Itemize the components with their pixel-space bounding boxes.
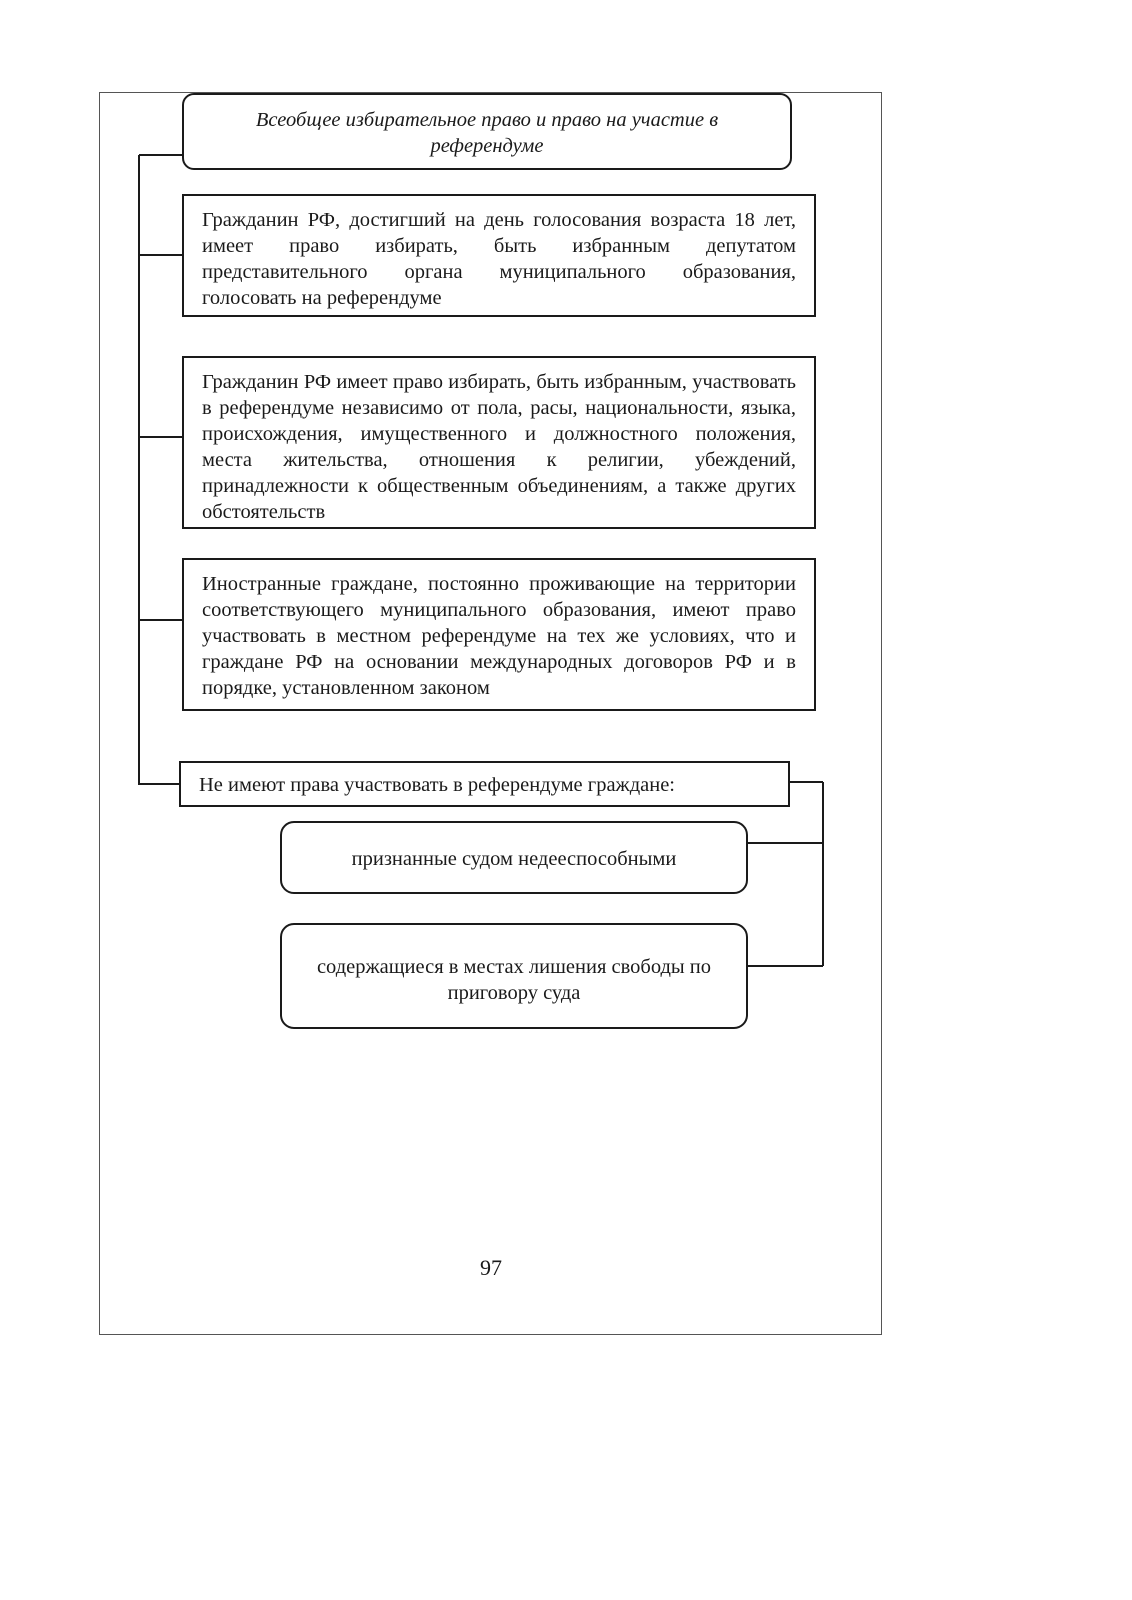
rule-box-age xyxy=(182,194,816,317)
restriction-item-imprisoned xyxy=(280,923,748,1029)
diagram-title xyxy=(182,93,792,170)
restriction-heading: Не имеют права участвовать в референдуме граждане: xyxy=(199,774,675,796)
restriction-item-text: признанные судом недееспособными xyxy=(351,848,677,870)
page-number: 97 xyxy=(480,1255,502,1280)
rule-text: Гражданин РФ имеет право избирать, быть избранным, участвовать в референдуме независимо от пола, расы, национальности, языка, происхождения, имущественного и должностного положения, места жительства, отношения к религии, убеждений, принадлежности к общественным объединениям, а также других обстоятельств xyxy=(202,371,796,523)
rule-box-equality xyxy=(182,356,816,529)
rule-box-foreigners xyxy=(182,558,816,711)
restriction-item-incapable xyxy=(280,821,748,894)
rule-text: Иностранные граждане, постоянно проживающие на территории соответствующего муниципального образования, имеют право участвовать в местном референдуме на тех же условиях, что и граждане РФ на основании международных договоров РФ и в порядке, установленном законом xyxy=(202,573,796,699)
diagram-title-text: Всеобщее избирательное право и право на участие в референдуме xyxy=(255,109,719,157)
rule-text: Гражданин РФ, достигший на день голосования возраста 18 лет, имеет право избирать, быть избранным депутатом представительного органа муниципального образования, голосовать на референдуме xyxy=(202,209,796,309)
restriction-heading-box xyxy=(179,761,790,807)
restriction-item-text: содержащиеся в местах лишения свободы по приговору суда xyxy=(316,956,712,1004)
